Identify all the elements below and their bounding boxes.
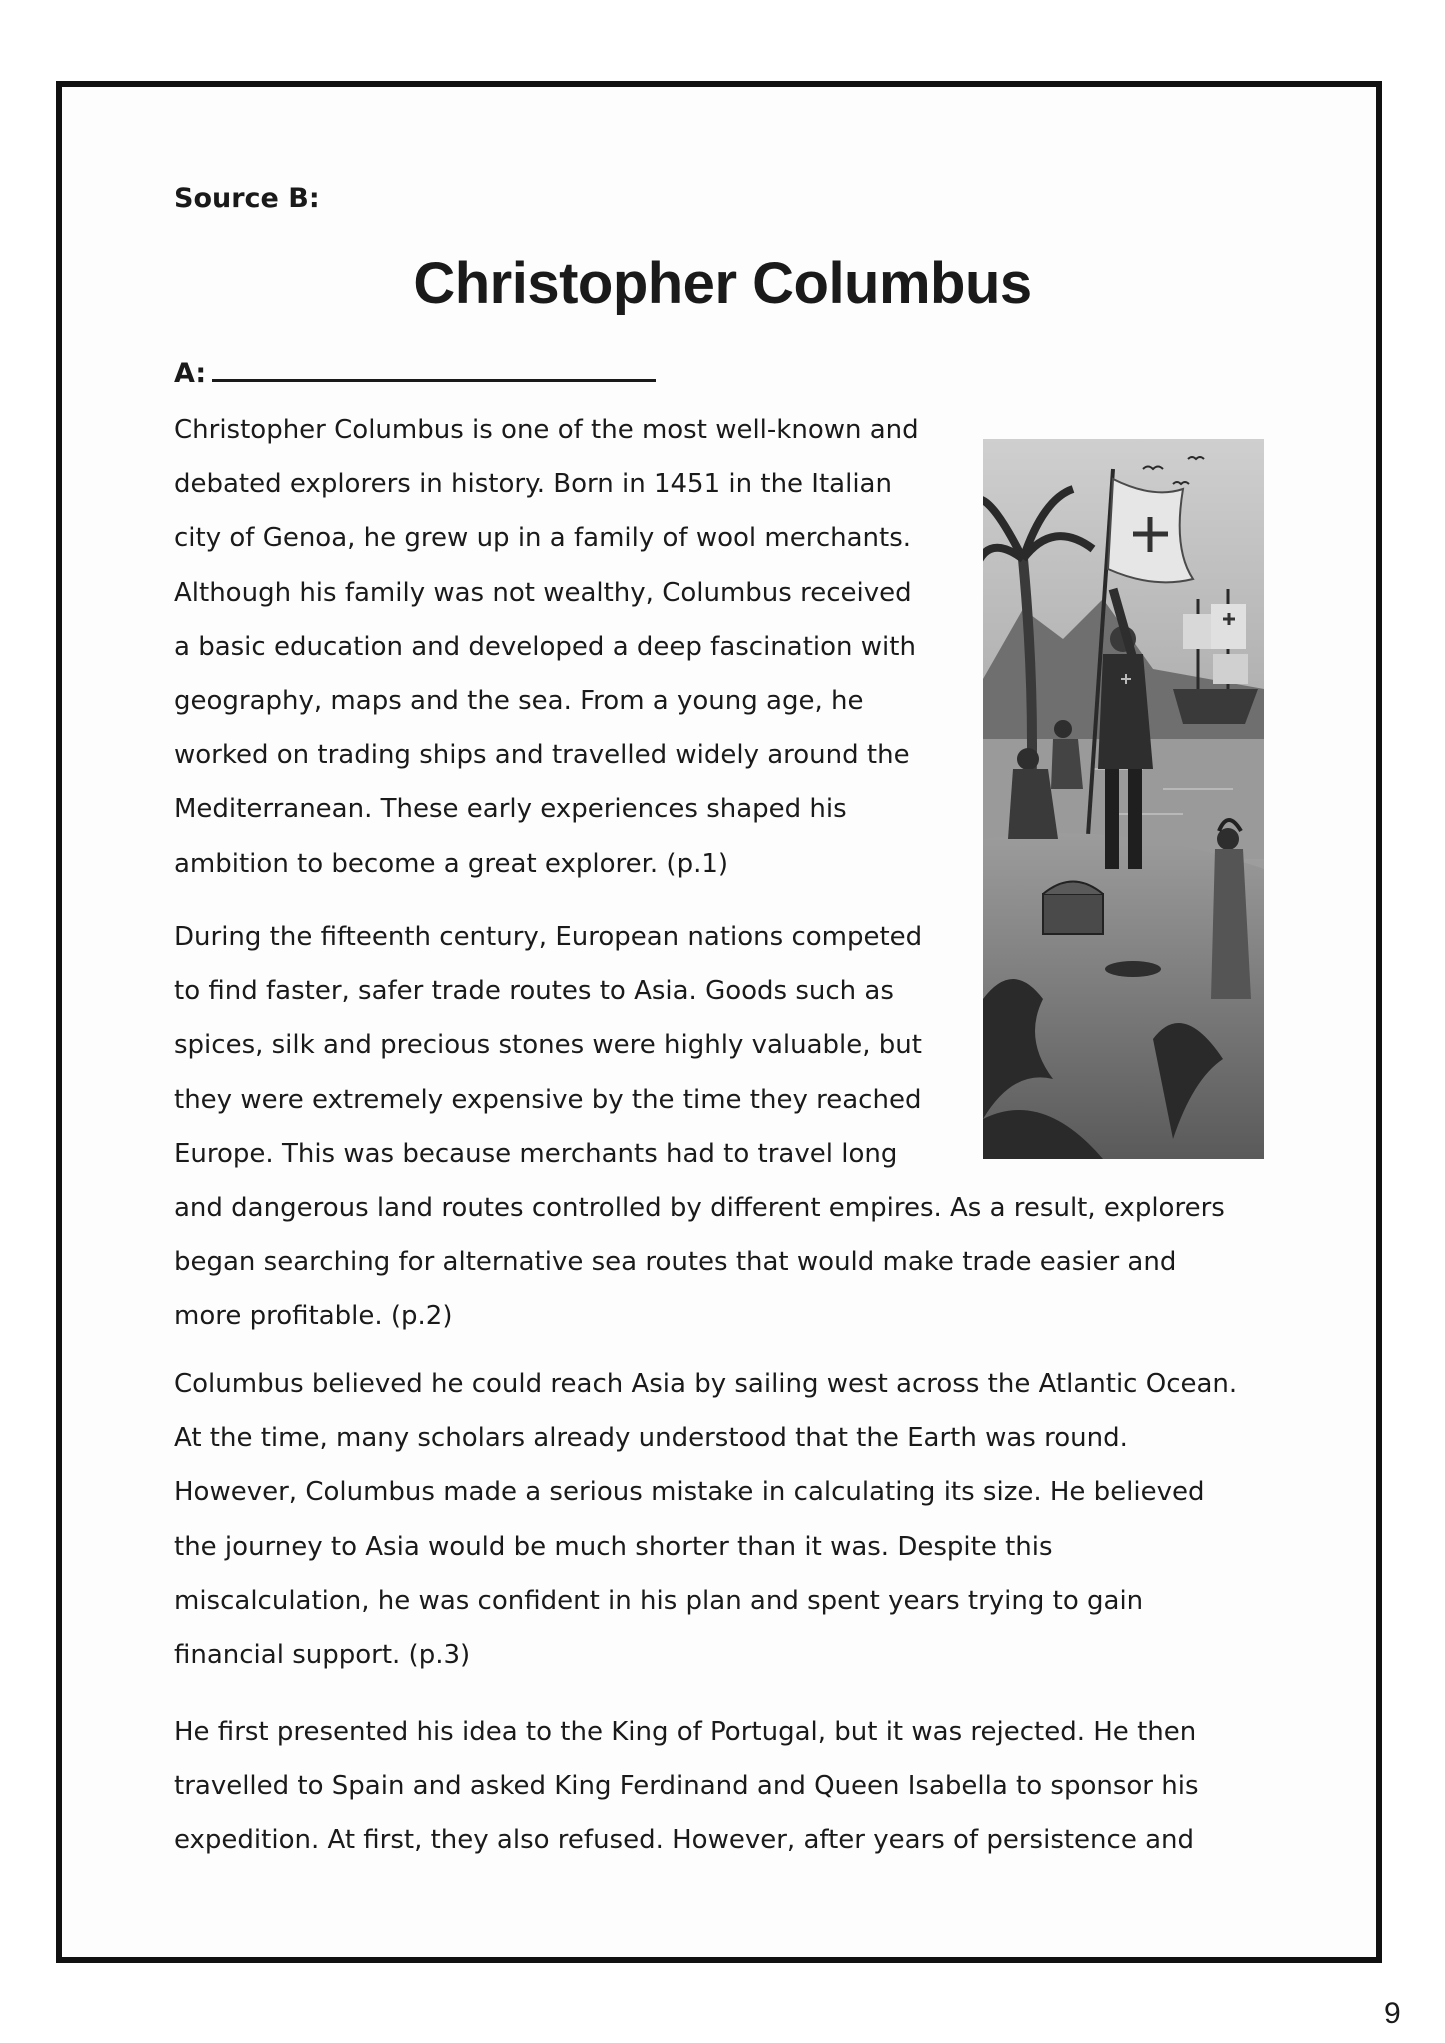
text-line: the journey to Asia would be much shorter than it was. Despite this bbox=[174, 1531, 1053, 1562]
text-line: ambition to become a great explorer. (p.1) bbox=[174, 848, 729, 879]
text-line: expedition. At first, they also refused. However, after years of persistence and bbox=[174, 1825, 1195, 1856]
text-line: Europe. This was because merchants had to travel long bbox=[174, 1138, 898, 1169]
answer-blank-line[interactable] bbox=[212, 357, 656, 382]
text-line: Columbus believed he could reach Asia by sailing west across the Atlantic Ocean. bbox=[174, 1369, 1238, 1399]
paragraph-1 bbox=[174, 403, 919, 891]
text-line: However, Columbus made a serious mistake in calculating its size. He believed bbox=[174, 1477, 1205, 1508]
text-line: they were extremely expensive by the time they reached bbox=[174, 1084, 922, 1115]
text-line: travelled to Spain and asked King Ferdinand and Queen Isabella to sponsor his bbox=[174, 1771, 1199, 1802]
text-line: At the time, many scholars already understood that the Earth was round. bbox=[174, 1423, 1128, 1454]
text-line: more profitable. (p.2) bbox=[174, 1301, 453, 1332]
text-line: a basic education and developed a deep fascination with bbox=[174, 631, 916, 662]
text-line: city of Genoa, he grew up in a family of wool merchants. bbox=[174, 523, 912, 554]
text-line: During the fifteenth century, European nations competed bbox=[174, 922, 923, 952]
text-line: He first presented his idea to the King of Portugal, but it was rejected. He then bbox=[174, 1717, 1197, 1747]
paragraph-4 bbox=[174, 1705, 1199, 1868]
hat bbox=[1105, 961, 1161, 977]
paragraph-3 bbox=[174, 1357, 1237, 1682]
answer-field[interactable] bbox=[174, 357, 656, 389]
treasure-chest bbox=[1043, 882, 1103, 935]
text-line: began searching for alternative sea routes that would make trade easier and bbox=[174, 1247, 1177, 1278]
page-number: 9 bbox=[1384, 1997, 1401, 2030]
text-line: geography, maps and the sea. From a young age, he bbox=[174, 685, 864, 716]
text-line: Christopher Columbus is one of the most well-known and bbox=[174, 415, 919, 445]
text-line: and dangerous land routes controlled by different empires. As a result, explorers bbox=[174, 1192, 1225, 1223]
page-title: Christopher Columbus bbox=[413, 251, 1032, 316]
text-line: miscalculation, he was confident in his plan and spent years trying to gain bbox=[174, 1585, 1144, 1616]
text-line: spices, silk and precious stones were highly valuable, but bbox=[174, 1030, 922, 1061]
text-line: Mediterranean. These early experiences shaped his bbox=[174, 794, 847, 825]
text-line: worked on trading ships and travelled widely around the bbox=[174, 740, 910, 771]
text-line: debated explorers in history. Born in 1451 in the Italian bbox=[174, 469, 892, 500]
text-line: Although his family was not wealthy, Columbus received bbox=[174, 577, 912, 608]
text-line: financial support. (p.3) bbox=[174, 1639, 471, 1670]
answer-label: A: bbox=[174, 358, 207, 389]
source-label: Source B: bbox=[174, 183, 320, 214]
text-line: to find faster, safer trade routes to Asia. Goods such as bbox=[174, 976, 894, 1007]
columbus-landing-illustration bbox=[983, 439, 1264, 1159]
